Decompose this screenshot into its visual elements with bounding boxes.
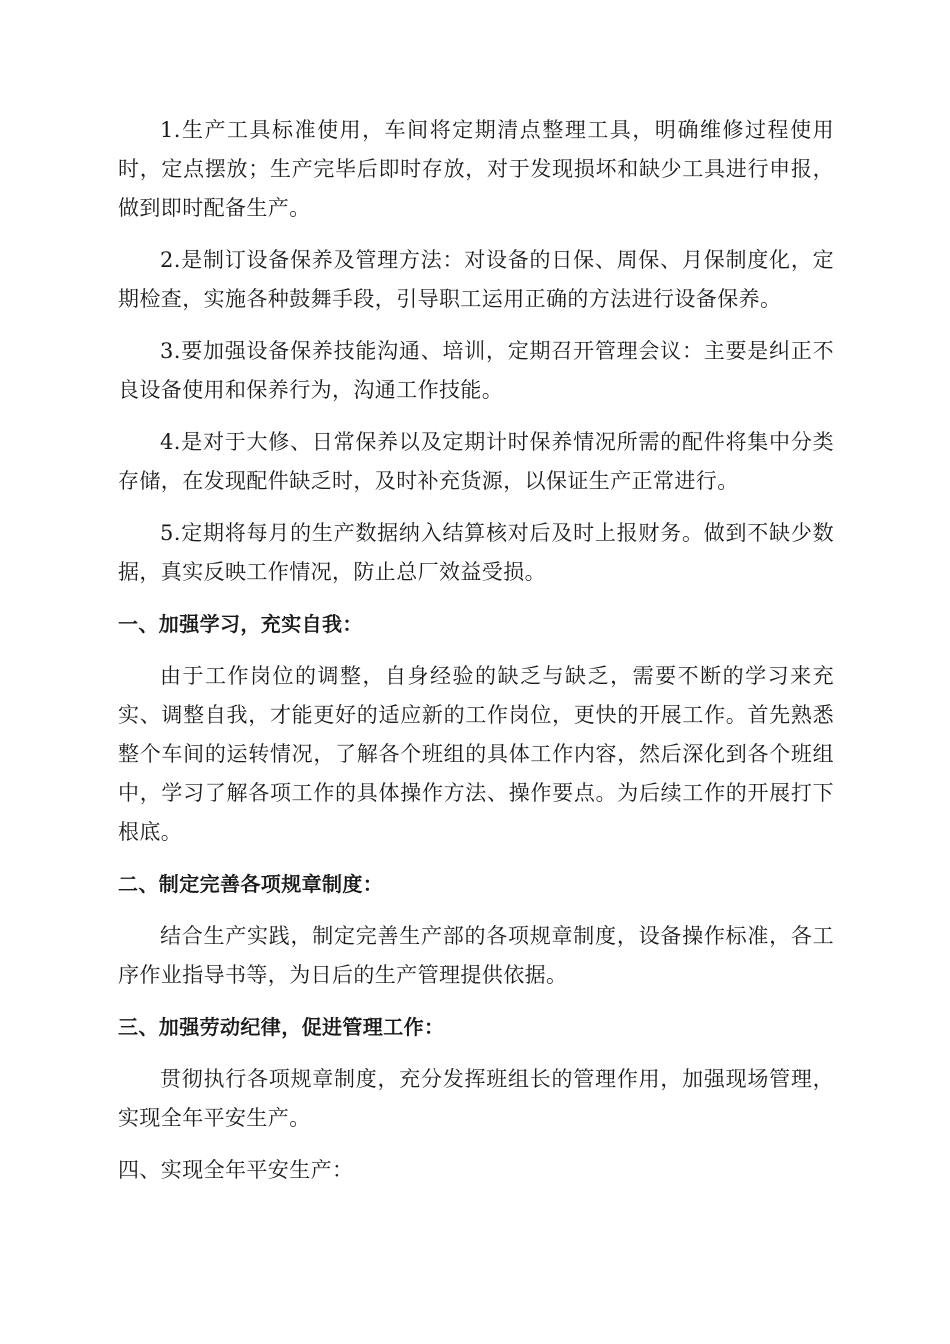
section-body-1: 由于工作岗位的调整，自身经验的缺乏与缺乏，需要不断的学习来充实、调整自我，才能更好的适应新的工作岗位，更快的开展工作。首先熟悉整个车间的运转情况，了解各个班组的具体工作内容，然后深化到各个班组中，学习了解各项工作的具体操作方法、操作要点。为后续工作的开展打下根底。 bbox=[118, 664, 834, 844]
section-body-2: 结合生产实践，制定完善生产部的各项规章制度，设备操作标准，各工序作业指导书等，为日后的生产管理提供依据。 bbox=[118, 924, 834, 987]
list-item-4: 4.是对于大修、日常保养以及定期计时保养情况所需的配件将集中分类存储，在发现配件缺乏时，及时补充货源，以保证生产正常进行。 bbox=[118, 430, 834, 493]
list-item-3: 3.要加强设备保养技能沟通、培训，定期召开管理会议：主要是纠正不良设备使用和保养行为，沟通工作技能。 bbox=[118, 339, 834, 402]
section-heading-4: 四、实现全年平安生产： bbox=[118, 1158, 354, 1182]
document-body bbox=[118, 111, 834, 1203]
section-body-3: 贯彻执行各项规章制度，充分发挥班组长的管理作用，加强现场管理，实现全年平安生产。 bbox=[118, 1067, 834, 1130]
list-item-5: 5.定期将每月的生产数据纳入结算核对后及时上报财务。做到不缺少数据，真实反映工作情况，防止总厂效益受损。 bbox=[118, 521, 834, 584]
section-heading-1: 一、加强学习，充实自我： bbox=[118, 612, 363, 636]
section-heading-3: 三、加强劳动纪律，促进管理工作： bbox=[118, 1015, 445, 1039]
list-item-2: 2.是制订设备保养及管理方法：对设备的日保、周保、月保制度化，定期检查，实施各种鼓舞手段，引导职工运用正确的方法进行设备保养。 bbox=[118, 248, 834, 311]
section-heading-2: 二、制定完善各项规章制度： bbox=[118, 872, 384, 896]
list-item-1: 1.生产工具标准使用，车间将定期清点整理工具，明确维修过程使用时，定点摆放；生产完毕后即时存放，对于发现损坏和缺少工具进行申报，做到即时配备生产。 bbox=[118, 118, 834, 220]
